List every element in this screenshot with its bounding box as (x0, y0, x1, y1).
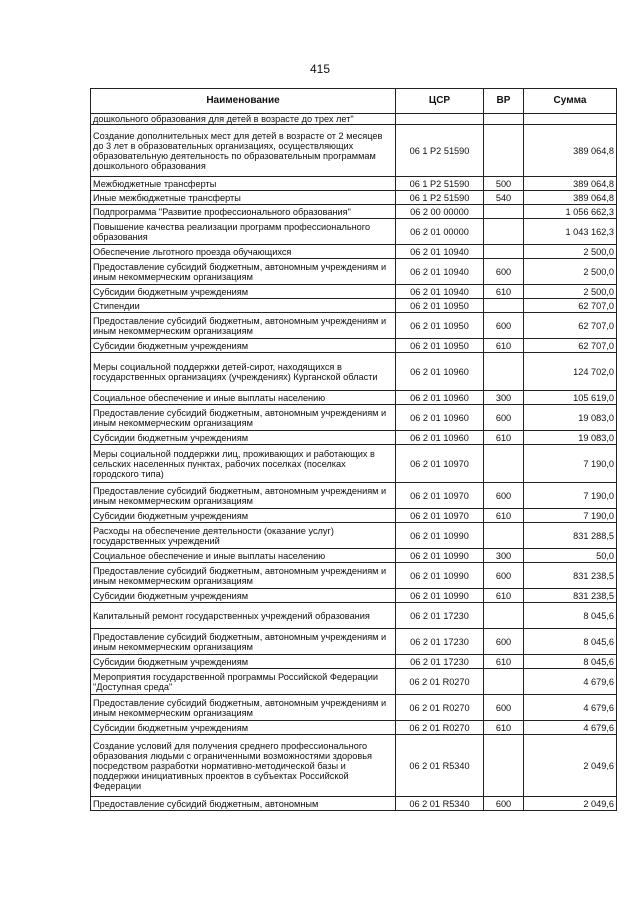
table-row (91, 125, 617, 177)
row-name: Иные межбюджетные трансферты (91, 191, 396, 205)
table-row (91, 629, 617, 655)
row-csr: 06 2 01 10960 (396, 405, 484, 431)
row-name: Предоставление субсидий бюджетным, автономным учреждениям и иным некоммерческим организациям (91, 259, 396, 285)
table-row (91, 483, 617, 509)
row-csr: 06 2 01 17230 (396, 629, 484, 655)
row-name: Обеспечение льготного проезда обучающихся (91, 245, 396, 259)
row-vr: 610 (484, 285, 524, 299)
row-sum: 50,0 (524, 549, 617, 563)
table-row (91, 177, 617, 191)
header-csr: ЦСР (396, 89, 484, 114)
row-name: Предоставление субсидий бюджетным, автономным учреждениям и иным некоммерческим организациям (91, 313, 396, 339)
table-row (91, 353, 617, 391)
budget-table (90, 88, 617, 811)
row-sum: 2 049,6 (524, 735, 617, 797)
row-sum: 389 064,8 (524, 177, 617, 191)
row-sum: 19 083,0 (524, 431, 617, 445)
row-name: Мероприятия государственной программы Российской Федерации "Доступная среда" (91, 669, 396, 695)
row-sum: 2 500,0 (524, 259, 617, 285)
row-sum: 831 238,5 (524, 589, 617, 603)
table-row (91, 509, 617, 523)
row-sum: 8 045,6 (524, 603, 617, 629)
row-sum: 4 679,6 (524, 695, 617, 721)
table-row (91, 735, 617, 797)
row-csr: 06 2 01 R0270 (396, 669, 484, 695)
row-csr: 06 2 01 R0270 (396, 721, 484, 735)
row-vr: 600 (484, 405, 524, 431)
row-sum: 8 045,6 (524, 629, 617, 655)
row-name: Предоставление субсидий бюджетным, автономным (91, 797, 396, 811)
row-csr: 06 1 P2 51590 (396, 125, 484, 177)
row-vr: 540 (484, 191, 524, 205)
row-sum: 4 679,6 (524, 669, 617, 695)
row-name: Меры социальной поддержки детей-сирот, находящихся в государственных организациях (учреждениях) Курганской области (91, 353, 396, 391)
table-row (91, 669, 617, 695)
table-header-row (91, 89, 617, 114)
row-vr: 600 (484, 563, 524, 589)
row-vr: 610 (484, 655, 524, 669)
row-vr: 500 (484, 177, 524, 191)
row-vr: 600 (484, 313, 524, 339)
row-vr (484, 523, 524, 549)
row-vr (484, 445, 524, 483)
table-row (91, 313, 617, 339)
row-csr: 06 2 01 10950 (396, 313, 484, 339)
row-csr (396, 114, 484, 125)
row-sum: 831 238,5 (524, 563, 617, 589)
table-row (91, 299, 617, 313)
row-vr: 600 (484, 483, 524, 509)
row-csr: 06 2 01 10940 (396, 245, 484, 259)
row-csr: 06 2 00 00000 (396, 205, 484, 219)
row-name: Создание условий для получения среднего профессионального образования людьми с ограниченными возможностями здоровья посредством разработки нормативно-методической базы и поддержки инициативных проектов в субъектах Российской Федерации (91, 735, 396, 797)
row-csr: 06 2 01 00000 (396, 219, 484, 245)
row-name: Субсидии бюджетным учреждениям (91, 509, 396, 523)
row-csr: 06 2 01 10990 (396, 549, 484, 563)
row-vr: 610 (484, 509, 524, 523)
row-csr: 06 2 01 10940 (396, 259, 484, 285)
row-sum (524, 114, 617, 125)
row-sum: 4 679,6 (524, 721, 617, 735)
table-row (91, 523, 617, 549)
row-sum: 19 083,0 (524, 405, 617, 431)
row-sum: 1 043 162,3 (524, 219, 617, 245)
table-row (91, 245, 617, 259)
table-row (91, 445, 617, 483)
row-name: Расходы на обеспечение деятельности (оказание услуг) государственных учреждений (91, 523, 396, 549)
row-vr (484, 125, 524, 177)
row-sum: 7 190,0 (524, 445, 617, 483)
table-row (91, 405, 617, 431)
row-vr: 610 (484, 339, 524, 353)
row-name: Капитальный ремонт государственных учреждений образования (91, 603, 396, 629)
row-vr (484, 114, 524, 125)
row-csr: 06 2 01 17230 (396, 603, 484, 629)
row-sum: 389 064,8 (524, 191, 617, 205)
row-name: Социальное обеспечение и иные выплаты населению (91, 549, 396, 563)
row-vr (484, 299, 524, 313)
row-sum: 1 056 662,3 (524, 205, 617, 219)
header-name: Наименование (91, 89, 396, 114)
row-name: Межбюджетные трансферты (91, 177, 396, 191)
table-row (91, 563, 617, 589)
row-sum: 62 707,0 (524, 313, 617, 339)
row-name: Субсидии бюджетным учреждениям (91, 431, 396, 445)
row-vr: 610 (484, 721, 524, 735)
row-name: Предоставление субсидий бюджетным, автономным учреждениям и иным некоммерческим организациям (91, 629, 396, 655)
row-name: Предоставление субсидий бюджетным, автономным учреждениям и иным некоммерческим организациям (91, 695, 396, 721)
row-csr: 06 2 01 10960 (396, 353, 484, 391)
table-row (91, 603, 617, 629)
header-sum: Сумма (524, 89, 617, 114)
row-vr (484, 245, 524, 259)
row-vr: 300 (484, 391, 524, 405)
row-sum: 62 707,0 (524, 339, 617, 353)
row-name: Подпрограмма "Развитие профессионального образования" (91, 205, 396, 219)
row-name: Предоставление субсидий бюджетным, автономным учреждениям и иным некоммерческим организациям (91, 483, 396, 509)
row-csr: 06 2 01 10950 (396, 299, 484, 313)
row-vr: 600 (484, 629, 524, 655)
table-row (91, 695, 617, 721)
table-row (91, 114, 617, 125)
row-sum: 124 702,0 (524, 353, 617, 391)
table-body (91, 114, 617, 811)
row-csr: 06 2 01 10950 (396, 339, 484, 353)
row-vr (484, 603, 524, 629)
row-csr: 06 2 01 10960 (396, 431, 484, 445)
table-row (91, 797, 617, 811)
row-csr: 06 1 P2 51590 (396, 177, 484, 191)
row-sum: 2 049,6 (524, 797, 617, 811)
row-name: дошкольного образования для детей в возрасте до трех лет" (91, 114, 396, 125)
row-vr (484, 669, 524, 695)
row-csr: 06 2 01 10970 (396, 483, 484, 509)
table-row (91, 339, 617, 353)
row-name: Субсидии бюджетным учреждениям (91, 655, 396, 669)
row-csr: 06 2 01 R5340 (396, 797, 484, 811)
row-sum: 105 619,0 (524, 391, 617, 405)
row-sum: 831 288,5 (524, 523, 617, 549)
row-csr: 06 1 P2 51590 (396, 191, 484, 205)
page-number: 415 (309, 62, 331, 76)
table-row (91, 219, 617, 245)
row-sum: 7 190,0 (524, 483, 617, 509)
row-vr: 610 (484, 589, 524, 603)
row-name: Субсидии бюджетным учреждениям (91, 589, 396, 603)
row-vr (484, 735, 524, 797)
row-vr: 600 (484, 259, 524, 285)
row-vr (484, 205, 524, 219)
row-sum: 389 064,8 (524, 125, 617, 177)
row-csr: 06 2 01 10970 (396, 509, 484, 523)
row-vr: 600 (484, 797, 524, 811)
row-sum: 62 707,0 (524, 299, 617, 313)
row-vr: 600 (484, 695, 524, 721)
row-csr: 06 2 01 R0270 (396, 695, 484, 721)
header-vr: ВР (484, 89, 524, 114)
row-csr: 06 2 01 10940 (396, 285, 484, 299)
row-name: Стипендии (91, 299, 396, 313)
row-name: Субсидии бюджетным учреждениям (91, 721, 396, 735)
row-name: Предоставление субсидий бюджетным, автономным учреждениям и иным некоммерческим организациям (91, 563, 396, 589)
table-row (91, 259, 617, 285)
row-vr (484, 353, 524, 391)
table-row (91, 205, 617, 219)
table-row (91, 191, 617, 205)
row-csr: 06 2 01 10990 (396, 523, 484, 549)
row-csr: 06 2 01 10960 (396, 391, 484, 405)
row-sum: 2 500,0 (524, 245, 617, 259)
table-row (91, 655, 617, 669)
table-row (91, 589, 617, 603)
row-csr: 06 2 01 R5340 (396, 735, 484, 797)
row-name: Повышение качества реализации программ профессионального образования (91, 219, 396, 245)
row-sum: 8 045,6 (524, 655, 617, 669)
row-sum: 2 500,0 (524, 285, 617, 299)
row-sum: 7 190,0 (524, 509, 617, 523)
row-name: Субсидии бюджетным учреждениям (91, 285, 396, 299)
table-row (91, 721, 617, 735)
row-csr: 06 2 01 10990 (396, 563, 484, 589)
row-vr: 610 (484, 431, 524, 445)
row-csr: 06 2 01 10970 (396, 445, 484, 483)
row-name: Субсидии бюджетным учреждениям (91, 339, 396, 353)
row-csr: 06 2 01 10990 (396, 589, 484, 603)
row-name: Меры социальной поддержки лиц, проживающих и работающих в сельских населенных пунктах, рабочих поселках (поселках городского типа) (91, 445, 396, 483)
row-name: Социальное обеспечение и иные выплаты населению (91, 391, 396, 405)
row-vr: 300 (484, 549, 524, 563)
table-row (91, 549, 617, 563)
table-row (91, 431, 617, 445)
row-name: Создание дополнительных мест для детей в возрасте от 2 месяцев до 3 лет в образовательных организациях, осуществляющих образовательную деятельность по образовательным программам дошкольного образования (91, 125, 396, 177)
table-row (91, 285, 617, 299)
row-csr: 06 2 01 17230 (396, 655, 484, 669)
row-vr (484, 219, 524, 245)
row-name: Предоставление субсидий бюджетным, автономным учреждениям и иным некоммерческим организациям (91, 405, 396, 431)
table-row (91, 391, 617, 405)
